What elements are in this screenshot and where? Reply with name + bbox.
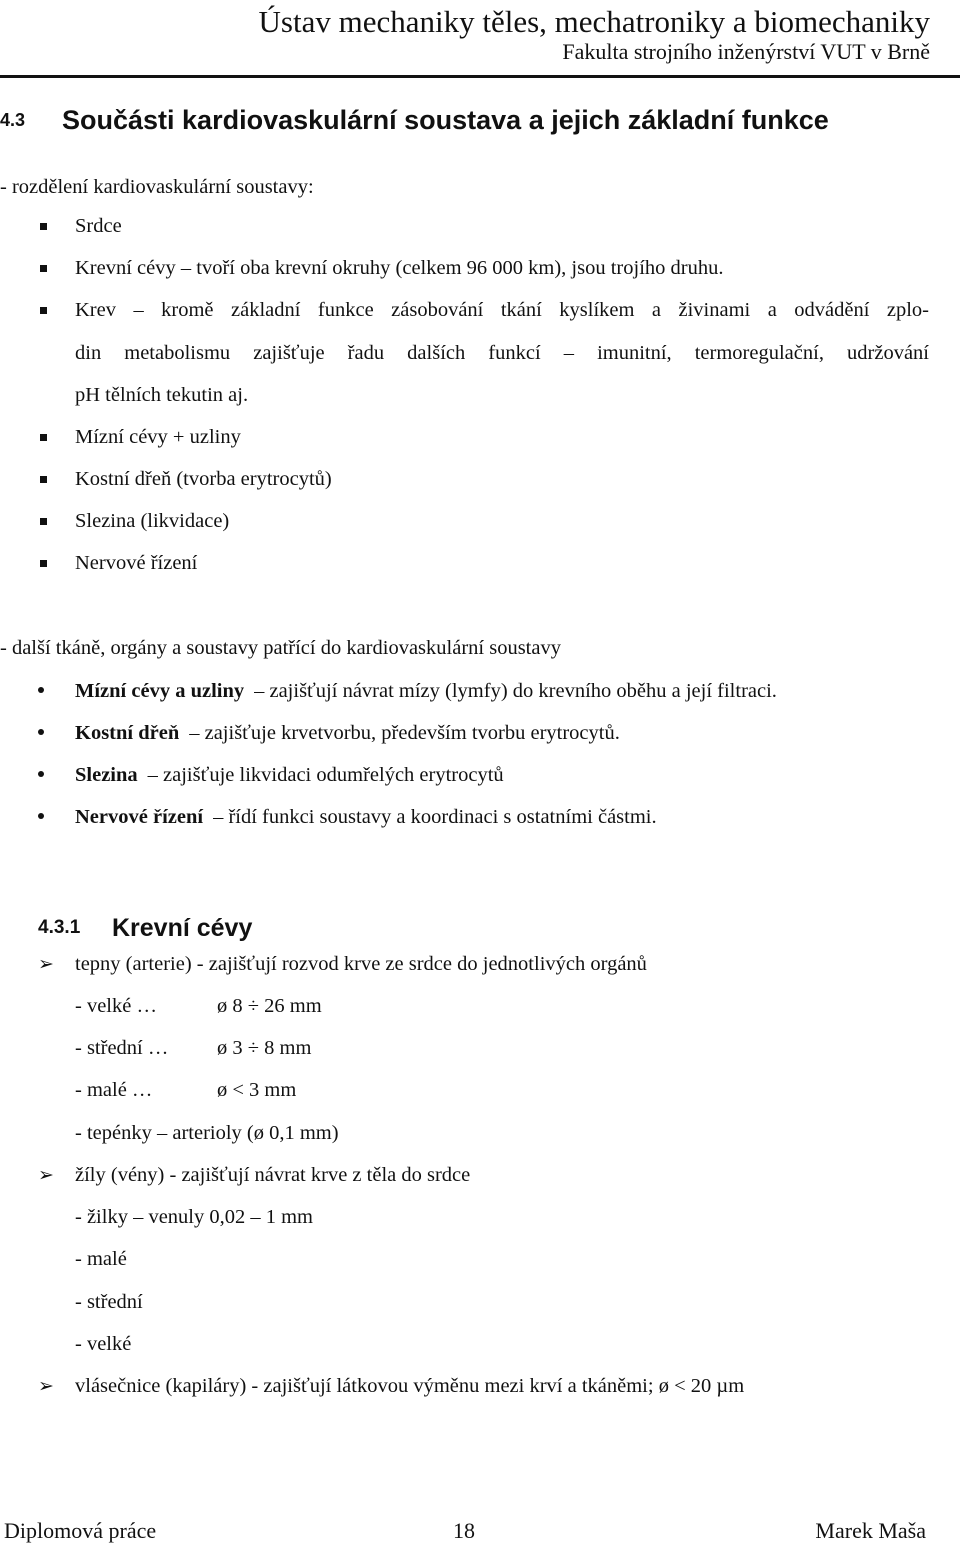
- section-title: Součásti kardiovaskulární soustava a jejich základní funkce: [62, 105, 829, 135]
- arrow-bullet-icon: ➢: [38, 1375, 54, 1397]
- list-item: Nervové řízení: [75, 552, 198, 574]
- footer-page-number: 18: [453, 1518, 475, 1543]
- arteries-heading: tepny (arterie) - zajišťují rozvod krve ze srdce do jednotlivých orgánů: [75, 953, 647, 975]
- square-bullet-icon: [40, 223, 47, 230]
- description: – zajišťuje krvetvorbu, především tvorbu erytrocytů.: [189, 722, 620, 744]
- term: Nervové řízení: [75, 806, 204, 828]
- size-value: ø < 3 mm: [217, 1079, 297, 1101]
- subsection-heading: [38, 911, 253, 946]
- square-bullet-icon: [40, 476, 47, 483]
- vein-item: - malé: [75, 1248, 127, 1270]
- list-item: [75, 719, 620, 747]
- header-institute: Ústav mechaniky těles, mechatroniky a biomechaniky: [258, 4, 930, 39]
- footer-document-type: Diplomová práce: [4, 1518, 157, 1543]
- section-number: 4.3: [0, 110, 26, 130]
- square-bullet-icon: [40, 434, 47, 441]
- dot-bullet-icon: [38, 687, 44, 693]
- list-item: Slezina (likvidace): [75, 510, 230, 532]
- vein-item: - žilky – venuly 0,02 – 1 mm: [75, 1206, 314, 1228]
- list-item: Krev – kromě základní funkce zásobování tkání kyslíkem a živinami a odvádění zplo-: [75, 299, 929, 321]
- size-label: - malé …: [75, 1079, 153, 1101]
- footer-author: Marek Maša: [815, 1518, 926, 1543]
- size-value: ø 3 ÷ 8 mm: [217, 1037, 312, 1059]
- term: Mízní cévy a uzliny: [75, 680, 245, 702]
- size-label: - velké …: [75, 995, 157, 1017]
- arrow-bullet-icon: ➢: [38, 1164, 54, 1186]
- veins-heading: žíly (vény) - zajišťují návrat krve z těla do srdce: [75, 1164, 471, 1186]
- vein-item: - velké: [75, 1333, 132, 1355]
- header-rule: [0, 75, 960, 78]
- list-item: Kostní dřeň (tvorba erytrocytů): [75, 468, 332, 490]
- vein-item: - střední: [75, 1291, 143, 1313]
- section-heading: [0, 103, 829, 139]
- size-label: - střední …: [75, 1037, 169, 1059]
- intro-text-2: - další tkáně, orgány a soustavy patřící do kardiovaskulární soustavy: [0, 637, 561, 659]
- list-item-continuation: pH tělních tekutin aj.: [75, 384, 249, 406]
- square-bullet-icon: [40, 518, 47, 525]
- square-bullet-icon: [40, 560, 47, 567]
- description: – řídí funkci soustavy a koordinaci s ostatními částmi.: [213, 806, 657, 828]
- size-value: ø 8 ÷ 26 mm: [217, 995, 322, 1017]
- term: Kostní dřeň: [75, 722, 180, 744]
- list-item: Krevní cévy – tvoří oba krevní okruhy (celkem 96 000 km), jsou trojího druhu.: [75, 257, 724, 279]
- list-item: Mízní cévy + uzliny: [75, 426, 241, 448]
- list-item: [75, 803, 657, 831]
- header-faculty: Fakulta strojního inženýrství VUT v Brně: [562, 39, 930, 64]
- dot-bullet-icon: [38, 813, 44, 819]
- list-item: [75, 677, 777, 705]
- list-item-continuation: din metabolismu zajišťuje řadu dalších funkcí – imunitní, termoregulační, udržování: [75, 342, 929, 364]
- dot-bullet-icon: [38, 729, 44, 735]
- capillaries-heading: vlásečnice (kapiláry) - zajišťují látkovou výměnu mezi krví a tkáněmi; ø < 20 µm: [75, 1375, 745, 1397]
- list-item: Srdce: [75, 215, 122, 237]
- description: – zajišťuje likvidaci odumřelých erytrocytů: [147, 764, 504, 786]
- subsection-number: 4.3.1: [38, 917, 81, 938]
- arrow-bullet-icon: ➢: [38, 953, 54, 975]
- term: Slezina: [75, 764, 138, 786]
- intro-text: - rozdělení kardiovaskulární soustavy:: [0, 176, 314, 198]
- square-bullet-icon: [40, 307, 47, 314]
- list-item: [75, 761, 504, 789]
- arterioles-text: - tepénky – arterioly (ø 0,1 mm): [75, 1122, 339, 1144]
- square-bullet-icon: [40, 265, 47, 272]
- subsection-title: Krevní cévy: [112, 914, 253, 942]
- description: – zajišťují návrat mízy (lymfy) do krevního oběhu a její filtraci.: [254, 680, 777, 702]
- dot-bullet-icon: [38, 771, 44, 777]
